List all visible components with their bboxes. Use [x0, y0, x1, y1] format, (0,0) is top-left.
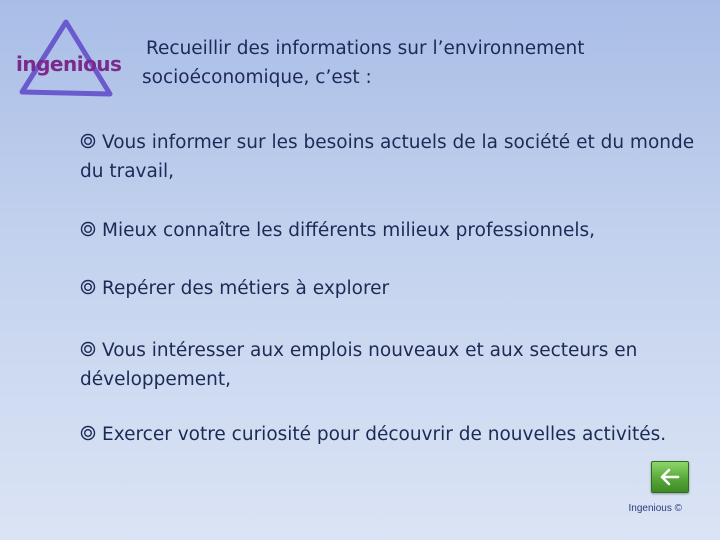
- list-item: [80, 128, 710, 186]
- circled-ring-bullet-icon: [80, 425, 96, 441]
- ingenious-logo: [16, 18, 122, 98]
- logo-text: ingenious: [16, 52, 122, 76]
- circled-ring-bullet-icon: [80, 133, 96, 149]
- list-item: [80, 420, 710, 449]
- title-line-1: Recueillir des informations sur l’environnement: [146, 38, 585, 59]
- slide-title: [142, 34, 702, 92]
- title-line-2: socioéconomique, c’est :: [142, 67, 372, 88]
- list-item-text: Vous informer sur les besoins actuels de la société et du monde du travail,: [80, 132, 695, 182]
- circled-ring-bullet-icon: [80, 221, 96, 237]
- list-item: [80, 336, 710, 394]
- list-item: [80, 274, 710, 303]
- list-item-text: Exercer votre curiosité pour découvrir de nouvelles activités.: [102, 424, 667, 445]
- circled-ring-bullet-icon: [80, 341, 96, 357]
- back-button[interactable]: [651, 461, 689, 493]
- list-item: [80, 216, 710, 245]
- circled-ring-bullet-icon: [80, 279, 96, 295]
- list-item-text: Repérer des métiers à explorer: [102, 278, 390, 299]
- arrow-left-icon: [660, 468, 680, 486]
- list-item-text: Mieux connaître les différents milieux professionnels,: [102, 220, 596, 241]
- list-item-text: Vous intéresser aux emplois nouveaux et aux secteurs en développement,: [80, 340, 638, 390]
- footer-copyright: Ingenious ©: [628, 503, 682, 514]
